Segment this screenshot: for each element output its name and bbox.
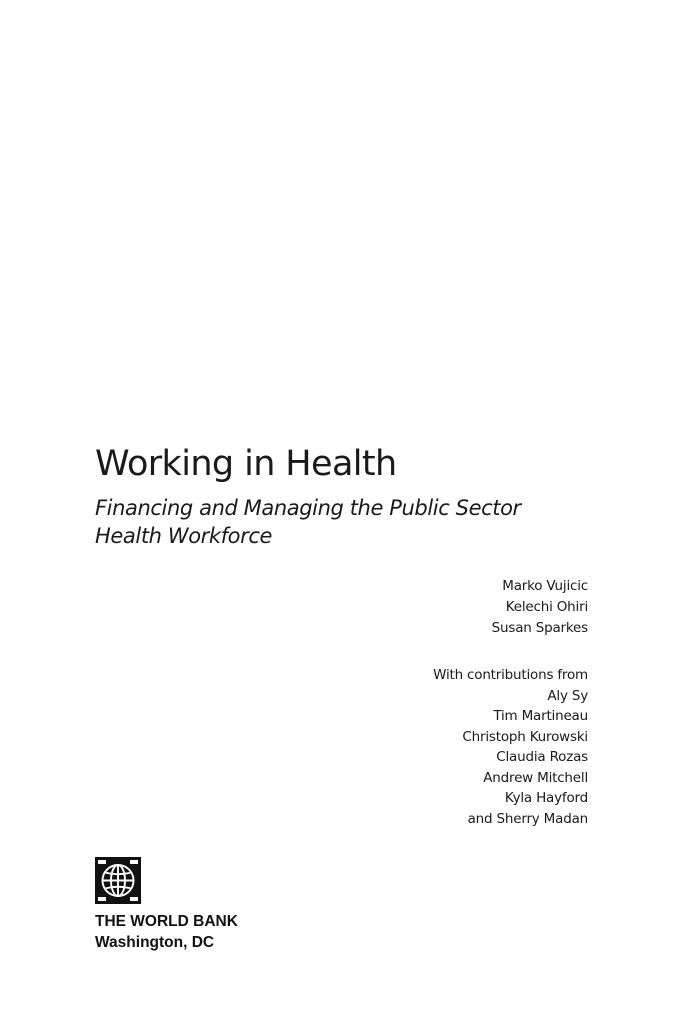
contributor-name: Andrew Mitchell	[483, 769, 588, 786]
world-bank-logo-icon	[95, 857, 141, 904]
contributor-name: Christoph Kurowski	[462, 728, 588, 745]
contributor-name: Kyla Hayford	[504, 790, 588, 806]
contributor-name: and Sherry Madan	[467, 810, 588, 827]
publisher-location: Washington, DC	[95, 934, 215, 951]
publisher-name: THE WORLD BANK	[95, 913, 238, 930]
author-list	[492, 576, 588, 639]
author-name: Susan Sparkes	[491, 620, 588, 636]
contributors-heading: With contributions from	[433, 667, 588, 683]
contributor-list	[433, 665, 588, 829]
subtitle-line-2: Health Workforce	[95, 524, 272, 548]
book-subtitle	[95, 494, 565, 550]
contributor-name: Aly Sy	[547, 687, 588, 704]
book-title: Working in Health	[95, 444, 397, 484]
contributor-name: Tim Martineau	[493, 708, 588, 724]
subtitle-line-1: Financing and Managing the Public Sector	[95, 496, 521, 520]
author-name: Kelechi Ohiri	[505, 599, 588, 615]
contributor-name: Claudia Rozas	[496, 749, 588, 765]
publisher-block	[95, 911, 238, 953]
author-name: Marko Vujicic	[502, 578, 588, 594]
